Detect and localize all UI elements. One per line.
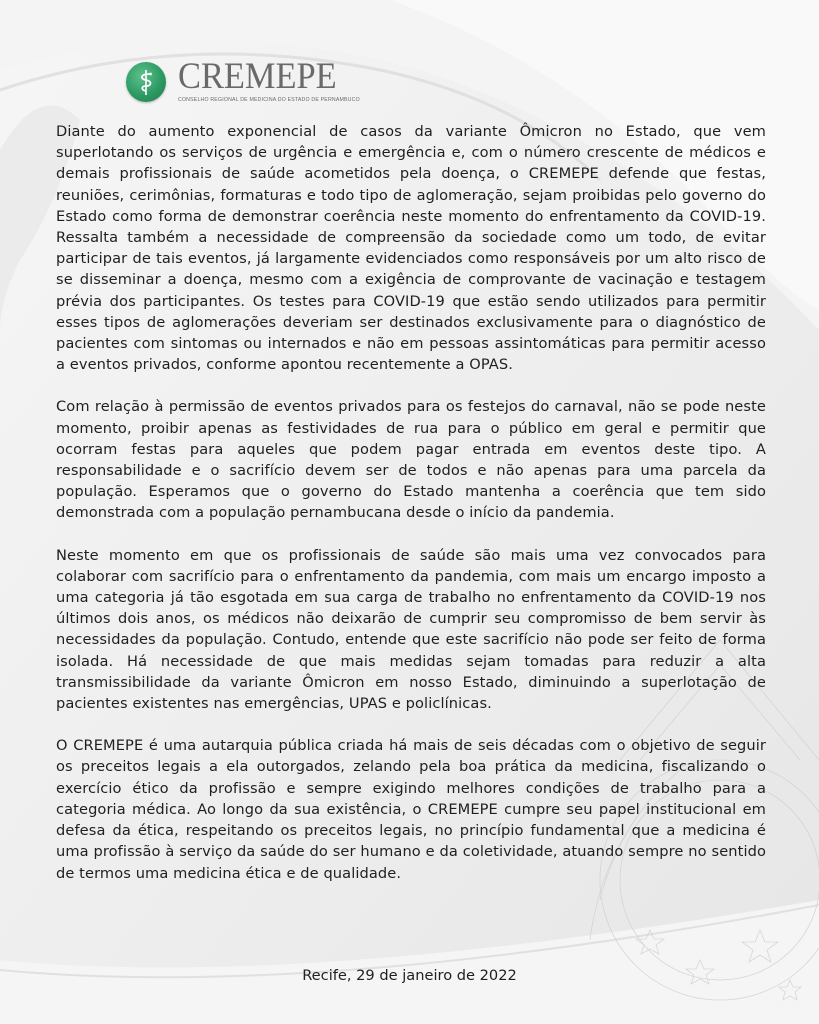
- paragraph-2: Com relação à permissão de eventos privados para os festejos do carnaval, não se pode neste momento, proibir apenas as festividades de rua para o público em geral e permitir que ocorram festas para aqueles que podem pagar entrada em eventos deste tipo. A responsabilidade e o sacrifício devem ser de todos e não apenas para uma parcela da população. Esperamos que o governo do Estado mantenha a coerência que tem sido demonstrada com a população pernambucana desde o início da pandemia.: [56, 398, 766, 522]
- caduceus-icon: [126, 62, 166, 102]
- letter-body: [56, 121, 766, 905]
- logo-name: CREMEPE: [178, 56, 337, 97]
- paragraph-4: O CREMEPE é uma autarquia pública criada há mais de seis décadas com o objetivo de seguir os preceitos legais a ela outorgados, zelando pela boa prática da medicina, fiscalizando o exercício ético da profissão e sempre exigindo melhores condições de trabalho para a categoria médica. Ao longo da sua existência, o CREMEPE cumpre seu papel institucional em defesa da ética, respeitando os preceitos legais, no princípio fundamental que a medicina é uma profissão à serviço da saúde do ser humano e da coletividade, atuando sempre no sentido de termos uma medicina ética e de qualidade.: [56, 737, 766, 882]
- paragraph-1: Diante do aumento exponencial de casos da variante Ômicron no Estado, que vem superlotando os serviços de urgência e emergência e, com o número crescente de médicos e demais profissionais de saúde acometidos pela doença, o CREMEPE defende que festas, reuniões, cerimônias, formaturas e todo tipo de aglomeração, sejam proibidas pelo governo do Estado como forma de demonstrar coerência neste momento do enfrentamento da COVID-19. Ressalta também a necessidade de compreensão da sociedade como um todo, de evitar participar de tais eventos, já largamente evidenciados como responsáveis por um alto risco de se disseminar a doença, mesmo com a exigência de comprovante de vacinação e testagem prévia dos participantes. Os testes para COVID-19 que estão sendo utilizados para permitir esses tipos de aglomerações deveriam ser destinados exclusivamente para o diagnóstico de pacientes com sintomas ou internados e não em pessoas assintomáticas para permitir acesso a eventos privados, conforme apontou recentemente a OPAS.: [56, 123, 766, 374]
- cremepe-logo: [126, 56, 360, 106]
- logo-subtitle: CONSELHO REGIONAL DE MEDICINA DO ESTADO DE PERNAMBUCO: [178, 97, 360, 103]
- paragraph-3: Neste momento em que os profissionais de saúde são mais uma vez convocados para colaborar com sacrifício para o enfrentamento da pandemia, com mais um encargo imposto a uma categoria já tão esgotada em sua carga de trabalho no enfrentamento da COVID-19 nos últimos dois anos, os médicos não deixarão de cumprir seu compromisso de bem servir às necessidades da população. Contudo, entende que este sacrifício não pode ser feito de forma isolada. Há necessidade de que mais medidas sejam tomadas para reduzir a alta transmissibilidade da variante Ômicron em nosso Estado, diminuindo a superlotação de pacientes existentes nas emergências, UPAS e policlínicas.: [56, 546, 766, 713]
- place-and-date: Recife, 29 de janeiro de 2022: [302, 967, 517, 984]
